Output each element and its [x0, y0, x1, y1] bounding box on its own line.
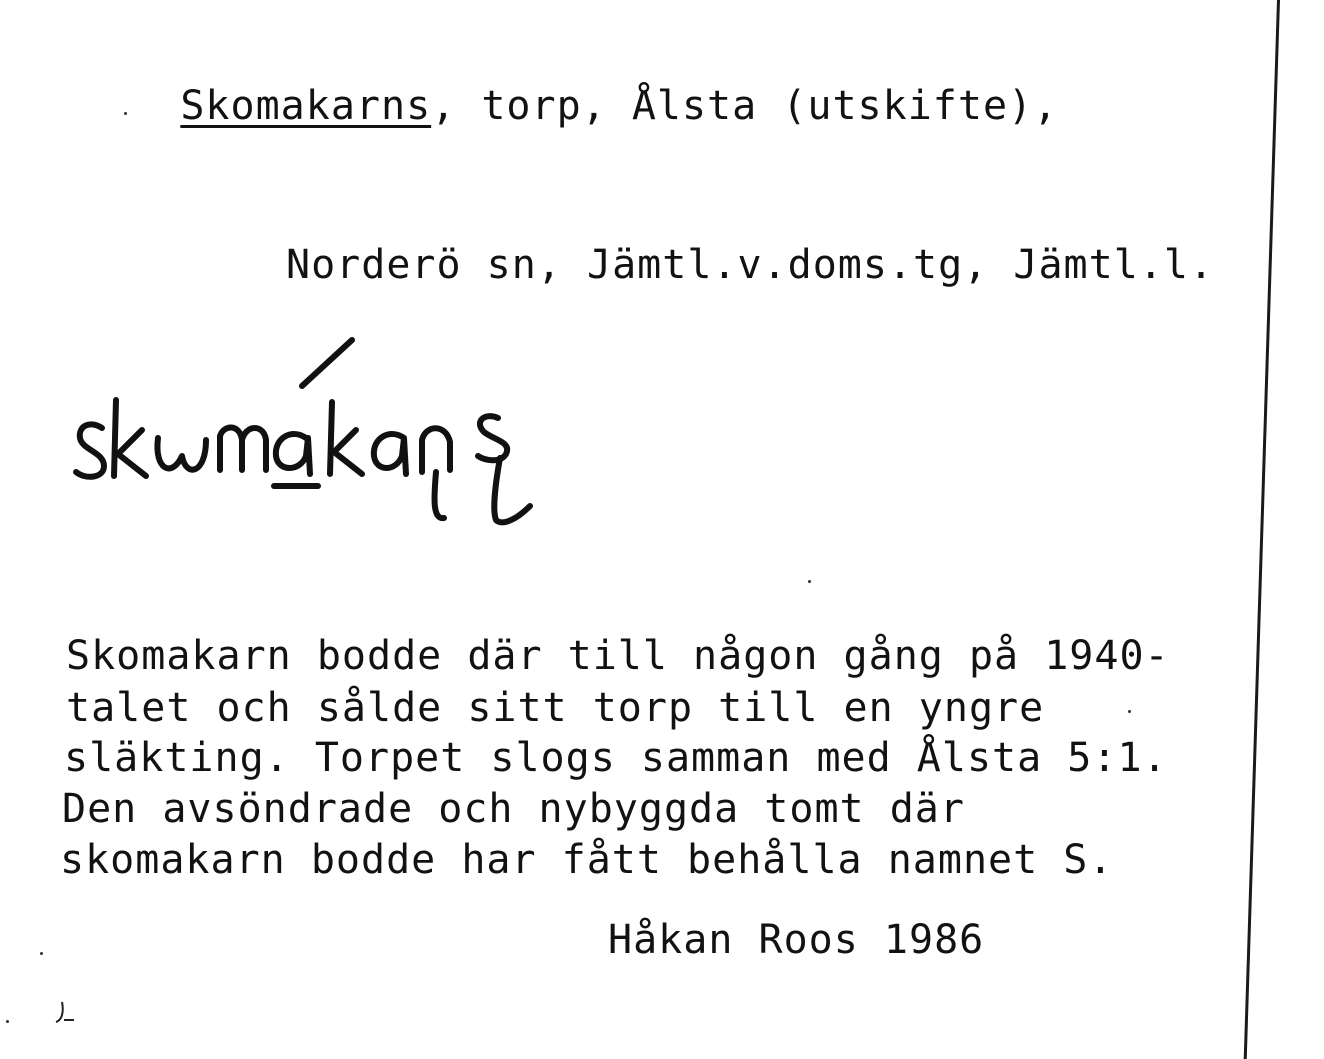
scan-speck [124, 112, 127, 115]
body-line: talet och sålde sitt torp till en yngre [66, 685, 1045, 731]
scan-mark [52, 998, 80, 1028]
scan-speck [1128, 710, 1131, 713]
body-line: släkting. Torpet slogs samman med Ålsta 5:1. [64, 735, 1168, 781]
scan-speck [40, 952, 43, 955]
scan-speck [808, 580, 811, 583]
headword: Skomakarns [180, 83, 432, 129]
card-header [80, 46, 1058, 166]
card-right-edge [1244, 0, 1280, 1059]
body-line: Den avsöndrade och nybyggda tomt där [62, 786, 965, 832]
handwritten-pronunciation [60, 320, 600, 550]
header-details: , torp, Ålsta (utskifte), [431, 83, 1059, 129]
scan-speck [6, 1020, 9, 1023]
location-line: Norderö sn, Jämtl.v.doms.tg, Jämtl.l. [286, 242, 1215, 288]
body-line: Skomakarn bodde där till någon gång på 1940- [66, 633, 1170, 679]
signature: Håkan Roos 1986 [608, 917, 985, 963]
body-line: skomakarn bodde har fått behålla namnet S. [60, 837, 1114, 883]
